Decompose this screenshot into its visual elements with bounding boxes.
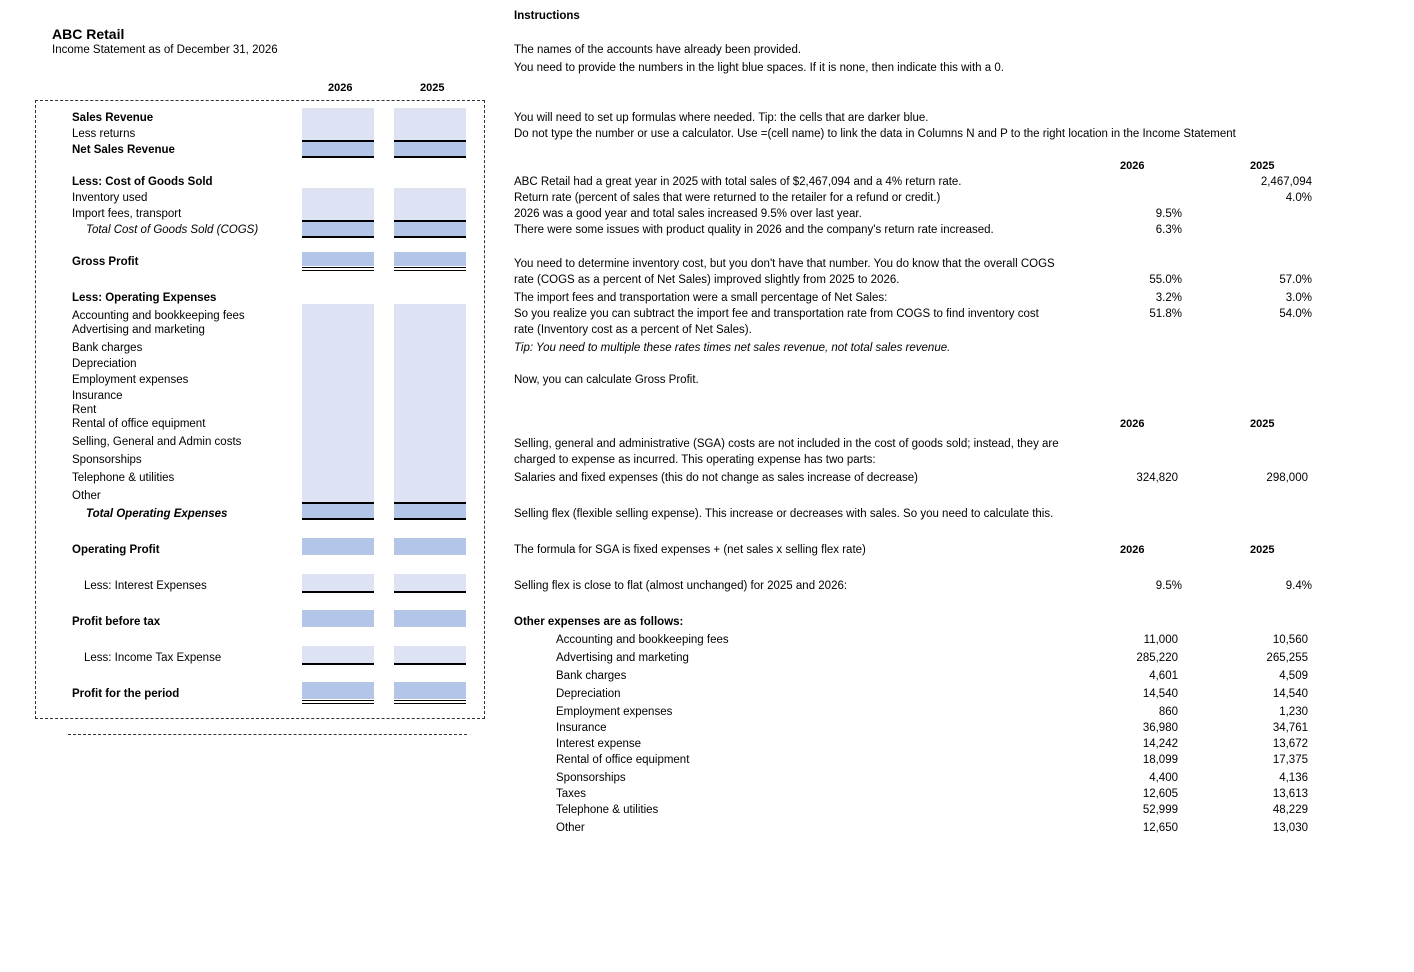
sales-text: There were some issues with product quality in 2026 and the company's return rate increased. (514, 224, 994, 236)
label-profit-period: Profit for the period (72, 688, 180, 700)
other-expense-label: Advertising and marketing (556, 652, 689, 664)
gross-profit-text: Now, you can calculate Gross Profit. (514, 374, 699, 386)
instructions-title: Instructions (514, 10, 580, 22)
input-2025-interest[interactable] (394, 574, 466, 591)
formula-2025-profit-period[interactable] (394, 682, 466, 699)
opex-item: Sponsorships (72, 454, 142, 466)
sales-header-2026: 2026 (1120, 160, 1145, 172)
value-2025-fixed-expenses: 298,000 (1266, 472, 1308, 484)
other-expense-2025: 1,230 (1279, 706, 1308, 718)
underline (394, 518, 466, 520)
label-gross-profit: Gross Profit (72, 256, 139, 268)
other-expense-2025: 4,509 (1279, 670, 1308, 682)
underline (394, 156, 466, 158)
opex-item: Employment expenses (72, 374, 189, 386)
sga-text: charged to expense as incurred. This operating expense has two parts: (514, 454, 876, 466)
opex-item: Bank charges (72, 342, 143, 354)
input-2026-tax[interactable] (302, 646, 374, 663)
flex-text: Selling flex is close to flat (almost unchanged) for 2025 and 2026: (514, 580, 848, 592)
value-2025-import-rate: 3.0% (1285, 292, 1312, 304)
frame-dashed-bottom (68, 734, 467, 735)
other-expense-2026: 36,980 (1142, 722, 1178, 734)
formula-2026-total-cogs[interactable] (302, 222, 374, 236)
value-2025-return-rate: 4.0% (1285, 192, 1312, 204)
input-2025-opex[interactable] (394, 304, 466, 502)
value-2026-import-rate: 3.2% (1155, 292, 1182, 304)
sales-text: ABC Retail had a great year in 2025 with total sales of $2,467,094 and a 4% return rate. (514, 176, 962, 188)
instruction-line: The names of the accounts have already been provided. (514, 44, 802, 56)
formula-2025-profit-before-tax[interactable] (394, 610, 466, 627)
value-2026-sales-increase: 9.5% (1155, 208, 1182, 220)
other-expense-label: Rental of office equipment (556, 754, 690, 766)
formula-2026-profit-before-tax[interactable] (302, 610, 374, 627)
value-2025-flex-rate: 9.4% (1285, 580, 1312, 592)
other-expense-label: Taxes (556, 788, 587, 800)
sales-text: 2026 was a good year and total sales increased 9.5% over last year. (514, 208, 862, 220)
other-expense-2026: 52,999 (1142, 804, 1178, 816)
inventory-text: rate (COGS as a percent of Net Sales) improved slightly from 2025 to 2026. (514, 274, 900, 286)
value-2026-inventory-rate: 51.8% (1149, 308, 1182, 320)
other-expenses-title: Other expenses are as follows: (514, 616, 684, 628)
other-expense-2025: 13,030 (1272, 822, 1308, 834)
label-less-interest: Less: Interest Expenses (84, 580, 207, 592)
other-expense-2026: 860 (1158, 706, 1178, 718)
other-expense-2026: 4,400 (1149, 772, 1178, 784)
inventory-text: You need to determine inventory cost, but you don't have that number. You do know that the overall COGS (514, 258, 1055, 270)
underline (302, 591, 374, 593)
sga-text: Salaries and fixed expenses (this do not change as sales increase of decrease) (514, 472, 919, 484)
other-expense-2026: 14,540 (1142, 688, 1178, 700)
formula-2025-operating-profit[interactable] (394, 538, 466, 555)
other-expense-2026: 11,000 (1143, 634, 1178, 646)
formula-2025-total-opex[interactable] (394, 504, 466, 518)
input-2025-sales-returns[interactable] (394, 108, 466, 141)
sales-header-2025: 2025 (1250, 160, 1275, 172)
other-expense-label: Depreciation (556, 688, 621, 700)
statement-subtitle: Income Statement as of December 31, 2026 (52, 44, 278, 56)
underline (302, 156, 374, 158)
sga-text: Selling, general and administrative (SGA) costs are not included in the cost of goods sold; instead, they are (514, 438, 1059, 450)
instruction-line: You need to provide the numbers in the light blue spaces. If it is none, then indicate this with a 0. (514, 62, 1004, 74)
underline (394, 663, 466, 665)
formula-2026-profit-period[interactable] (302, 682, 374, 699)
value-2025-total-sales: 2,467,094 (1260, 176, 1312, 188)
formula-2025-gross-profit[interactable] (394, 252, 466, 266)
opex-item: Telephone & utilities (72, 472, 175, 484)
label-operating-profit: Operating Profit (72, 544, 160, 556)
other-expense-label: Bank charges (556, 670, 627, 682)
other-expense-2026: 4,601 (1149, 670, 1178, 682)
other-expense-label: Insurance (556, 722, 607, 734)
flex-header-2025: 2025 (1250, 544, 1275, 556)
other-expense-2026: 12,605 (1142, 788, 1178, 800)
opex-item: Rent (72, 404, 97, 416)
formula-2025-net-sales[interactable] (394, 142, 466, 156)
input-2026-cogs[interactable] (302, 188, 374, 220)
inventory-text: So you realize you can subtract the import fee and transportation rate from COGS to find inventory cost (514, 308, 1039, 320)
double-underline (394, 700, 466, 701)
opex-item: Rental of office equipment (72, 418, 206, 430)
value-2026-flex-rate: 9.5% (1155, 580, 1182, 592)
input-2026-sales-returns[interactable] (302, 108, 374, 141)
sga-header-2026: 2026 (1120, 418, 1145, 430)
label-total-cogs: Total Cost of Goods Sold (COGS) (86, 224, 259, 236)
other-expense-2025: 34,761 (1272, 722, 1308, 734)
formula-2026-total-opex[interactable] (302, 504, 374, 518)
label-total-opex: Total Operating Expenses (86, 508, 228, 520)
sga-header-2025: 2025 (1250, 418, 1275, 430)
other-expense-2025: 4,136 (1279, 772, 1308, 784)
other-expense-2026: 12,650 (1142, 822, 1178, 834)
double-underline (394, 270, 466, 271)
formula-2025-total-cogs[interactable] (394, 222, 466, 236)
inventory-text: The import fees and transportation were a small percentage of Net Sales: (514, 292, 888, 304)
double-underline (394, 703, 466, 704)
other-expense-2025: 265,255 (1266, 652, 1308, 664)
flex-header-2026: 2026 (1120, 544, 1145, 556)
other-expense-2025: 13,613 (1272, 788, 1308, 800)
instruction-line: You will need to set up formulas where needed. Tip: the cells that are darker blue. (514, 112, 929, 124)
other-expense-2025: 17,375 (1272, 754, 1308, 766)
underline (394, 236, 466, 238)
sales-text: Return rate (percent of sales that were returned to the retailer for a refund or credit.) (514, 192, 941, 204)
double-underline (302, 267, 374, 268)
sga-text: Selling flex (flexible selling expense). This increase or decreases with sales. So you need to calculate this. (514, 508, 1054, 520)
other-expense-label: Interest expense (556, 738, 642, 750)
value-2025-cogs-rate: 57.0% (1279, 274, 1312, 286)
input-2026-opex[interactable] (302, 304, 374, 502)
inventory-text: rate (Inventory cost as a percent of Net Sales). (514, 324, 752, 336)
label-less-cogs: Less: Cost of Goods Sold (72, 176, 213, 188)
formula-2026-operating-profit[interactable] (302, 538, 374, 555)
value-2026-return-rate: 6.3% (1155, 224, 1182, 236)
label-sales-revenue: Sales Revenue (72, 112, 154, 124)
double-underline (302, 700, 374, 701)
other-expense-2026: 285,220 (1136, 652, 1178, 664)
label-net-sales-revenue: Net Sales Revenue (72, 144, 175, 156)
label-less-tax: Less: Income Tax Expense (84, 652, 222, 664)
other-expense-2026: 18,099 (1142, 754, 1178, 766)
company-name: ABC Retail (52, 26, 125, 42)
opex-item: Advertising and marketing (72, 324, 205, 336)
opex-item: Depreciation (72, 358, 137, 370)
label-less-returns: Less returns (72, 128, 136, 140)
other-expense-2025: 13,672 (1272, 738, 1308, 750)
formula-2026-gross-profit[interactable] (302, 252, 374, 266)
sga-formula: The formula for SGA is fixed expenses + (net sales x selling flex rate) (514, 544, 866, 556)
input-2025-cogs[interactable] (394, 188, 466, 220)
opex-item: Selling, General and Admin costs (72, 436, 242, 448)
other-expense-2025: 48,229 (1272, 804, 1308, 816)
other-expense-label: Sponsorships (556, 772, 626, 784)
instruction-line: Do not type the number or use a calculator. Use =(cell name) to link the data in Columns N and P to the right location in the Income Statement (514, 128, 1236, 140)
other-expense-2025: 10,560 (1272, 634, 1308, 646)
double-underline (302, 703, 374, 704)
column-header-2025: 2025 (420, 82, 445, 94)
opex-item: Insurance (72, 390, 123, 402)
other-expense-2026: 14,242 (1142, 738, 1178, 750)
other-expense-label: Telephone & utilities (556, 804, 659, 816)
inventory-tip: Tip: You need to multiple these rates times net sales revenue, not total sales revenue. (514, 342, 951, 354)
underline (302, 663, 374, 665)
value-2026-cogs-rate: 55.0% (1149, 274, 1182, 286)
other-expense-label: Employment expenses (556, 706, 673, 718)
input-2025-tax[interactable] (394, 646, 466, 663)
label-less-opex: Less: Operating Expenses (72, 292, 217, 304)
other-expense-2025: 14,540 (1272, 688, 1308, 700)
value-2026-fixed-expenses: 324,820 (1136, 472, 1178, 484)
underline (394, 591, 466, 593)
underline (302, 236, 374, 238)
underline (302, 518, 374, 520)
label-inventory-used: Inventory used (72, 192, 148, 204)
double-underline (302, 270, 374, 271)
opex-item: Accounting and bookkeeping fees (72, 310, 245, 322)
column-header-2026: 2026 (328, 82, 353, 94)
double-underline (394, 267, 466, 268)
other-expense-label: Other (556, 822, 585, 834)
formula-2026-net-sales[interactable] (302, 142, 374, 156)
opex-item: Other (72, 490, 101, 502)
other-expense-label: Accounting and bookkeeping fees (556, 634, 729, 646)
label-profit-before-tax: Profit before tax (72, 616, 161, 628)
label-import-fees: Import fees, transport (72, 208, 182, 220)
value-2025-inventory-rate: 54.0% (1279, 308, 1312, 320)
input-2026-interest[interactable] (302, 574, 374, 591)
